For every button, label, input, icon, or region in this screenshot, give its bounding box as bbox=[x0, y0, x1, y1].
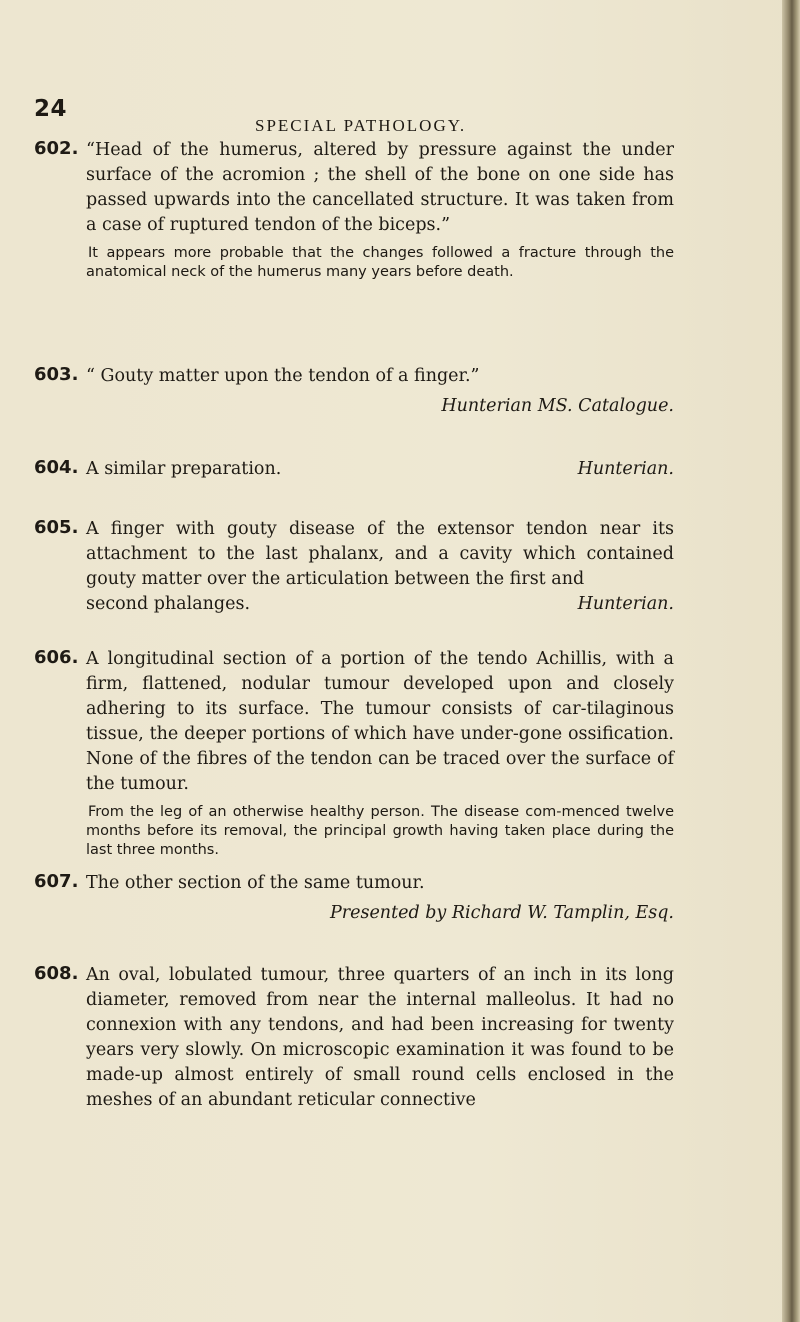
entry-note: From the leg of an otherwise healthy person. The disease com-menced twelve months before its removal, the principal growth having taken place during the last three months. bbox=[86, 804, 674, 858]
entry-number: 608. bbox=[34, 963, 79, 984]
entry-number: 603. bbox=[34, 364, 79, 385]
entry-text: A longitudinal section of a portion of the tendo Achillis, with a firm, flattened, nodular tumour developed upon and closely adhering to its surface. The tumour consists of car-tilaginous tissue, the deeper portions of which have under-gone ossification. None of the fibres of the tendon can be traced over the surface of the tumour. bbox=[86, 649, 674, 794]
entry-source: Hunterian. bbox=[577, 594, 674, 614]
entry-number: 605. bbox=[34, 517, 79, 538]
entry-607 bbox=[34, 871, 674, 926]
entry-source: Hunterian MS. Catalogue. bbox=[441, 396, 674, 416]
entry-text: The other section of the same tumour. bbox=[86, 873, 425, 893]
entry-602 bbox=[34, 138, 674, 282]
entry-608 bbox=[34, 963, 674, 1113]
entry-605 bbox=[34, 517, 674, 617]
entry-text: A finger with gouty disease of the extensor tendon near its attachment to the last phalanx, and a cavity which contained gouty matter over the articulation between the first and bbox=[86, 519, 674, 589]
page-number: 24 bbox=[34, 96, 68, 122]
entry-604 bbox=[34, 457, 674, 482]
entry-606 bbox=[34, 647, 674, 860]
entry-number: 602. bbox=[34, 138, 79, 159]
entry-source: Hunterian. bbox=[577, 459, 674, 479]
entry-text: “Head of the humerus, altered by pressure against the under surface of the acromion ; the shell of the bone on one side has passed upwards into the cancellated structure. It was taken from a case of ruptured tendon of the biceps.” bbox=[86, 140, 674, 235]
entry-603 bbox=[34, 364, 674, 419]
entry-text: A similar preparation. bbox=[86, 459, 282, 479]
entry-number: 606. bbox=[34, 647, 79, 668]
entry-note: It appears more probable that the changes followed a fracture through the anatomical neck of the humerus many years before death. bbox=[86, 245, 674, 280]
book-binding-edge bbox=[782, 0, 800, 1322]
entry-number: 604. bbox=[34, 457, 79, 478]
running-head: SPECIAL PATHOLOGY. bbox=[255, 116, 467, 135]
entry-number: 607. bbox=[34, 871, 79, 892]
entry-source: Presented by Richard W. Tamplin, Esq. bbox=[329, 903, 674, 923]
entry-last-line: second phalanges. bbox=[86, 594, 251, 614]
entry-text: “ Gouty matter upon the tendon of a finger.” bbox=[86, 366, 480, 386]
entry-text: An oval, lobulated tumour, three quarters of an inch in its long diameter, removed from near the internal malleolus. It had no connexion with any tendons, and had been increasing for twenty years very slowly. On microscopic examination it was found to be made-up almost entirely of small round cells enclosed in the meshes of an abundant reticular connective bbox=[86, 965, 674, 1110]
